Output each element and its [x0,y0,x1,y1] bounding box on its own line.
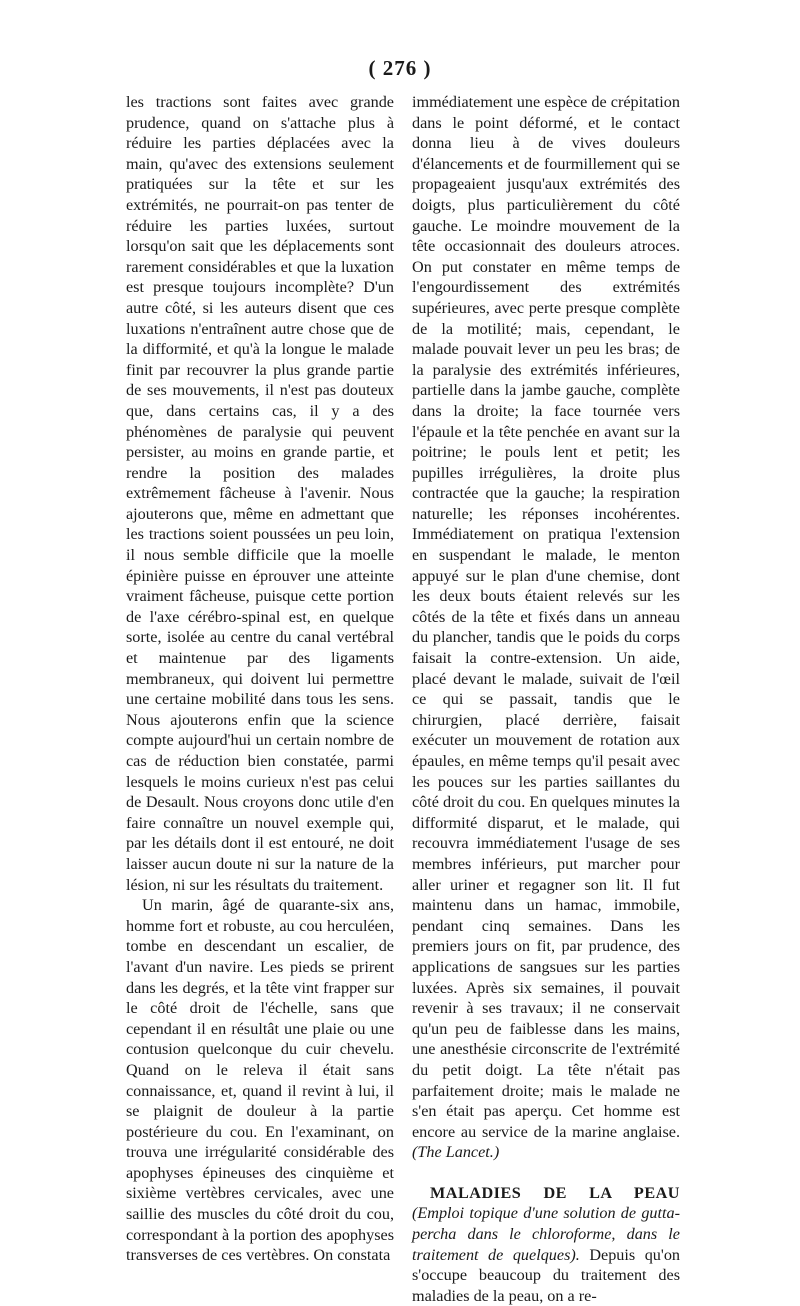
right-column [412,92,680,1306]
section-paragraph [412,1183,680,1306]
source-citation: (The Lancet.) [412,1143,500,1162]
right-paragraph-1-text: immédiatement une espèce de crépitation dans le point déformé, et le contact donna lieu à de vives douleurs d'élancements et de fourmillement qui se propageaient jusqu'aux extrémités des doigts, plus particulièrement du côté gauche. Le moindre mouvement de la tête occasionnait des douleurs atroces. On put constater en même temps de l'engourdissement des extrémités supérieures, avec perte presque complète de la motilité; mais, cependant, le malade pouvait lever un peu les bras; de la paralysie des extrémités inférieures, partielle dans la jambe gauche, complète dans la droite; la face tournée vers l'épaule et la tête penchée en avant sur la poitrine; le pouls lent et petit; les pupilles irrégulières, la droite plus contractée que la gauche; la respiration naturelle; les réponses incohérentes. Immédiatement on pratiqua l'extension en suspendant le malade, le menton appuyé sur le plan d'une chemise, dont les deux bouts étaient relevés sur les côtés de la tête et fixés dans un anneau du plancher, tandis que le poids du corps faisait la contre-extension. Un aide, placé devant le malade, suivait de l'œil ce qui se passait, tandis que le chirurgien, placé derrière, faisait exécuter un mouvement de rotation aux épaules, en même temps qu'il pesait avec les pouces sur les parties saillantes du côté droit du cou. En quelques minutes la difformité disparut, et le malade, qui recouvra immédiatement l'usage de ses membres inférieurs, put marcher pour aller uriner et regagner son lit. Il fut maintenu dans un hamac, immobile, pendant cinq semaines. Dans les premiers jours on fit, par prudence, des applications de sangsues sur les parties luxées. Après six semaines, il pouvait revenir à ses travaux; il ne conservait qu'un peu de faiblesse dans les mains, une anesthésie circonscrite de l'extrémité du petit doigt. La tête n'était pas parfaitement droite; mais le malade ne s'en était pas aperçu. Cet homme est encore au service de la marine anglaise. [412,93,680,1141]
section-heading: MALADIES DE LA PEAU [430,1183,680,1202]
left-paragraph-2: Un marin, âgé de quarante-six ans, homme fort et robuste, au cou herculéen, tombe en descendant un escalier, de l'avant d'un navire. Les pieds se prirent dans les degrés, et la tête vint frapper sur le côté droit de l'échelle, sans que cependant il en résultât une plaie ou une contusion quelconque du cuir chevelu. Quand on le releva il était sans connaissance, et, quand il revint à lui, il se plaignit de douleur à la partie postérieure du cou. En l'examinant, on trouva une irrégularité considérable des apophyses épineuses des cinquième et sixième vertèbres cervicales, avec une saillie des muscles du côté droit du cou, correspondant à la portion des apophyses transverses de ces vertèbres. On constata [126,896,394,1265]
left-column [126,92,394,1266]
left-paragraph-1: les tractions sont faites avec grande prudence, quand on s'attache plus à réduire les parties déplacées avec la main, qu'avec des extensions seulement pratiquées sur la tête et sur les extrémités, ne pourrait-on pas tenter de réduire les parties luxées, surtout lorsqu'on sait que les déplacements sont rarement considérables et que la luxation est presque toujours incomplète? D'un autre côté, si les auteurs disent que ces luxations n'entraînent autre chose que de la difformité, et qu'à la longue le malade finit par recouvrer la plus grande partie de ses mouvements, il n'est pas douteux que, dans certains cas, il y a des phénomènes de paralysie qui peuvent persister, au moins en grande partie, et rendre la position des malades extrêmement fâcheuse à l'avenir. Nous ajouterons que, même en admettant que les tractions soient poussées un peu loin, il nous semble difficile que la moelle épinière puisse en éprouver une atteinte vraiment fâcheuse, puisque cette portion de l'axe cérébro-spinal est, en quelque sorte, isolée au centre du canal vertébral et maintenue par des ligaments membraneux, qui doivent lui permettre une certaine mobilité dans tous les sens. Nous ajouterons enfin que la science compte aujourd'hui un certain nombre de cas de réduction bien constatée, parmi lesquels le moins curieux n'est pas celui de Desault. Nous croyons donc utile d'en faire connaître un nouvel exemple qui, par les détails dont il est entouré, ne doit laisser aucun doute ni sur la nature de la lésion, ni sur les résultats du traitement. [126,93,394,894]
section-spacer [412,1163,680,1183]
page-number: ( 276 ) [368,56,432,80]
section-text: Depuis qu'on s'occupe beaucoup du traitement des maladies de la peau, on a re- [412,1245,681,1305]
right-paragraph-1 [412,92,680,1163]
section-subtitle: (Emploi topique d'une solution de gutta-percha dans le chloroforme, dans le traitement de quelques). [412,1204,680,1264]
